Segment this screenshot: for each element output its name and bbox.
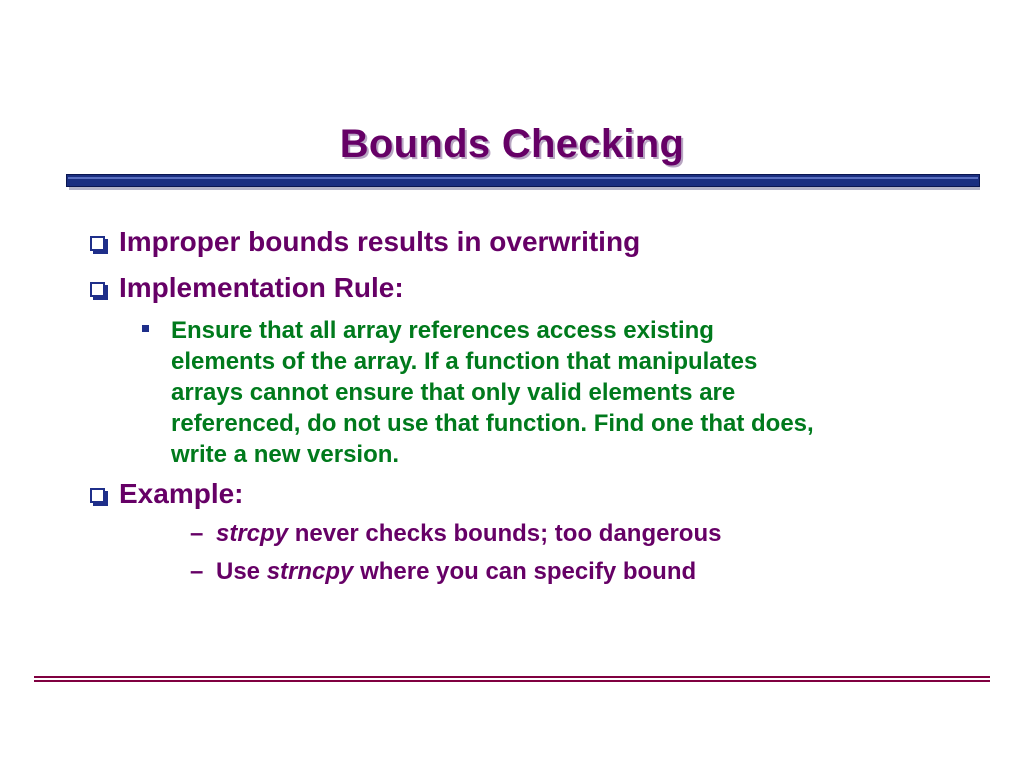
example-function-name: strncpy xyxy=(266,558,354,585)
rule-line: elements of the array. If a function that manipulates xyxy=(171,348,758,375)
bullet-implementation-rule xyxy=(90,272,404,304)
bullet-text: Implementation Rule: xyxy=(119,272,404,303)
example-suffix: never checks bounds; too dangerous xyxy=(288,520,722,547)
example-strncpy xyxy=(190,558,696,586)
rule-line: Ensure that all array references access existing xyxy=(171,317,714,344)
rule-description xyxy=(171,315,951,470)
example-suffix: where you can specify bound xyxy=(353,558,697,585)
slide-title: Bounds Checking xyxy=(339,122,685,166)
checkbox-bullet-icon xyxy=(90,236,105,251)
rule-line: write a new version. xyxy=(171,441,400,468)
rule-line: referenced, do not use that function. Find one that does, xyxy=(171,410,814,437)
dash-bullet-icon: – xyxy=(190,520,204,547)
bullet-example xyxy=(90,478,244,510)
rule-line: arrays cannot ensure that only valid elements are xyxy=(171,379,736,406)
dash-bullet-icon: – xyxy=(190,558,204,585)
checkbox-bullet-icon xyxy=(90,488,105,503)
example-strcpy xyxy=(190,520,721,548)
square-bullet-icon xyxy=(142,325,149,332)
bullet-improper-bounds xyxy=(90,226,640,258)
bullet-text: Improper bounds results in overwriting xyxy=(119,226,641,257)
example-function-name: strcpy xyxy=(216,520,289,547)
footer-divider xyxy=(34,676,990,682)
checkbox-bullet-icon xyxy=(90,282,105,297)
title-divider xyxy=(66,174,980,189)
example-prefix: Use xyxy=(216,558,267,585)
bullet-text: Example: xyxy=(119,478,244,509)
